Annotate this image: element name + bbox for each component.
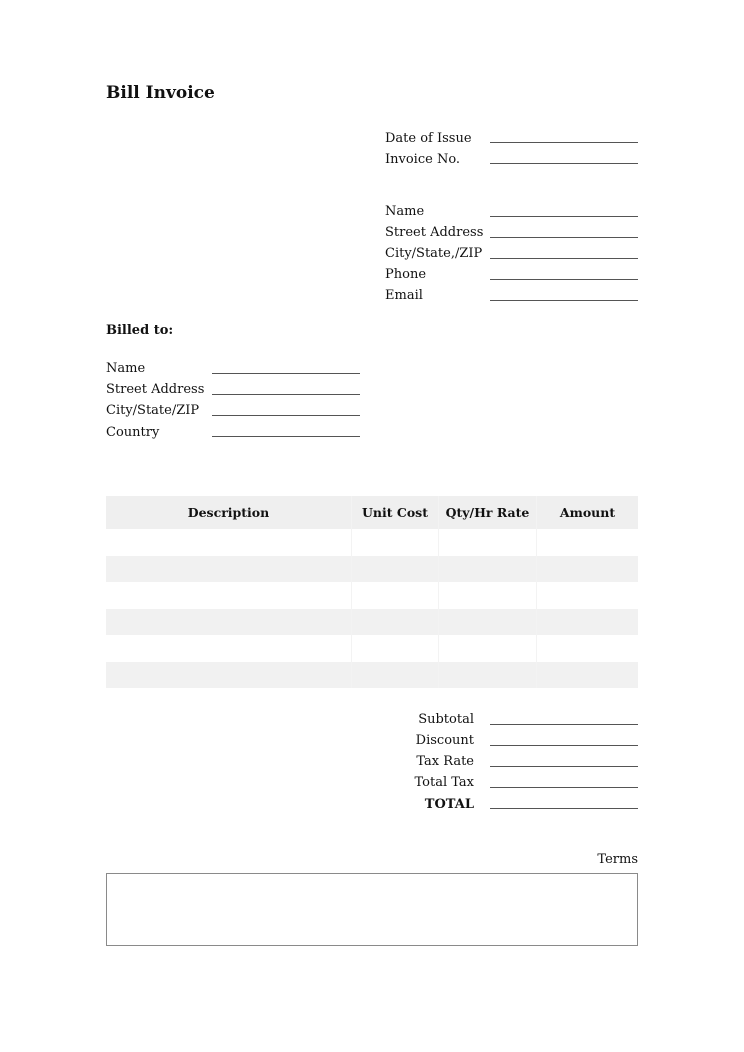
column-header-unit-cost: Unit Cost <box>352 496 439 529</box>
table-cell[interactable] <box>439 662 537 689</box>
tax-rate-label: Tax Rate <box>416 754 474 769</box>
billed-country-label: Country <box>106 425 160 440</box>
page-title: Bill Invoice <box>106 83 215 103</box>
sender-email-field[interactable] <box>490 300 638 301</box>
table-cell[interactable] <box>106 635 352 662</box>
table-cell[interactable] <box>106 529 352 556</box>
table-cell[interactable] <box>352 609 439 636</box>
table-row <box>106 556 638 583</box>
table-row <box>106 582 638 609</box>
column-header-qty-hr-rate: Qty/Hr Rate <box>439 496 537 529</box>
table-cell[interactable] <box>352 529 439 556</box>
sender-phone-field[interactable] <box>490 279 638 280</box>
subtotal-field[interactable] <box>490 724 638 725</box>
terms-label: Terms <box>597 852 638 867</box>
sender-street-field[interactable] <box>490 237 638 238</box>
billed-country-field[interactable] <box>212 436 360 437</box>
table-cell[interactable] <box>352 556 439 583</box>
billed-city-field[interactable] <box>212 415 360 416</box>
discount-field[interactable] <box>490 745 638 746</box>
column-header-description: Description <box>106 496 352 529</box>
table-row <box>106 662 638 689</box>
table-cell[interactable] <box>439 529 537 556</box>
billed-street-label: Street Address <box>106 382 205 397</box>
total-tax-field[interactable] <box>490 787 638 788</box>
table-cell[interactable] <box>439 556 537 583</box>
table-cell[interactable] <box>537 529 638 556</box>
table-cell[interactable] <box>537 635 638 662</box>
discount-label: Discount <box>415 733 474 748</box>
table-row <box>106 635 638 662</box>
billed-to-heading: Billed to: <box>106 323 174 338</box>
table-row <box>106 609 638 636</box>
table-cell[interactable] <box>439 582 537 609</box>
table-cell[interactable] <box>352 635 439 662</box>
table-cell[interactable] <box>537 556 638 583</box>
sender-name-field[interactable] <box>490 216 638 217</box>
table-cell[interactable] <box>106 556 352 583</box>
tax-rate-field[interactable] <box>490 766 638 767</box>
table-header-row <box>106 496 638 529</box>
sender-name-label: Name <box>385 204 425 219</box>
grand-total-label: TOTAL <box>424 797 474 812</box>
date-of-issue-label: Date of Issue <box>385 131 472 146</box>
sender-city-label: City/State,/ZIP <box>385 246 483 261</box>
sender-city-field[interactable] <box>490 258 638 259</box>
terms-textbox[interactable] <box>106 873 638 946</box>
sender-email-label: Email <box>385 288 423 303</box>
table-cell[interactable] <box>537 662 638 689</box>
subtotal-label: Subtotal <box>418 712 474 727</box>
sender-phone-label: Phone <box>385 267 427 282</box>
table-cell[interactable] <box>537 582 638 609</box>
sender-street-label: Street Address <box>385 225 484 240</box>
table-row <box>106 529 638 556</box>
table-cell[interactable] <box>439 609 537 636</box>
total-tax-label: Total Tax <box>414 775 474 790</box>
date-of-issue-field[interactable] <box>490 142 638 143</box>
billed-street-field[interactable] <box>212 394 360 395</box>
table-cell[interactable] <box>106 582 352 609</box>
invoice-number-label: Invoice No. <box>385 152 461 167</box>
grand-total-field[interactable] <box>490 808 638 809</box>
items-table <box>106 496 638 688</box>
billed-city-label: City/State/ZIP <box>106 403 200 418</box>
table-cell[interactable] <box>352 662 439 689</box>
table-cell[interactable] <box>106 609 352 636</box>
invoice-number-field[interactable] <box>490 163 638 164</box>
billed-name-field[interactable] <box>212 373 360 374</box>
table-cell[interactable] <box>106 662 352 689</box>
table-cell[interactable] <box>352 582 439 609</box>
table-cell[interactable] <box>439 635 537 662</box>
column-header-amount: Amount <box>559 505 616 520</box>
billed-name-label: Name <box>106 361 146 376</box>
table-cell[interactable] <box>537 609 638 636</box>
